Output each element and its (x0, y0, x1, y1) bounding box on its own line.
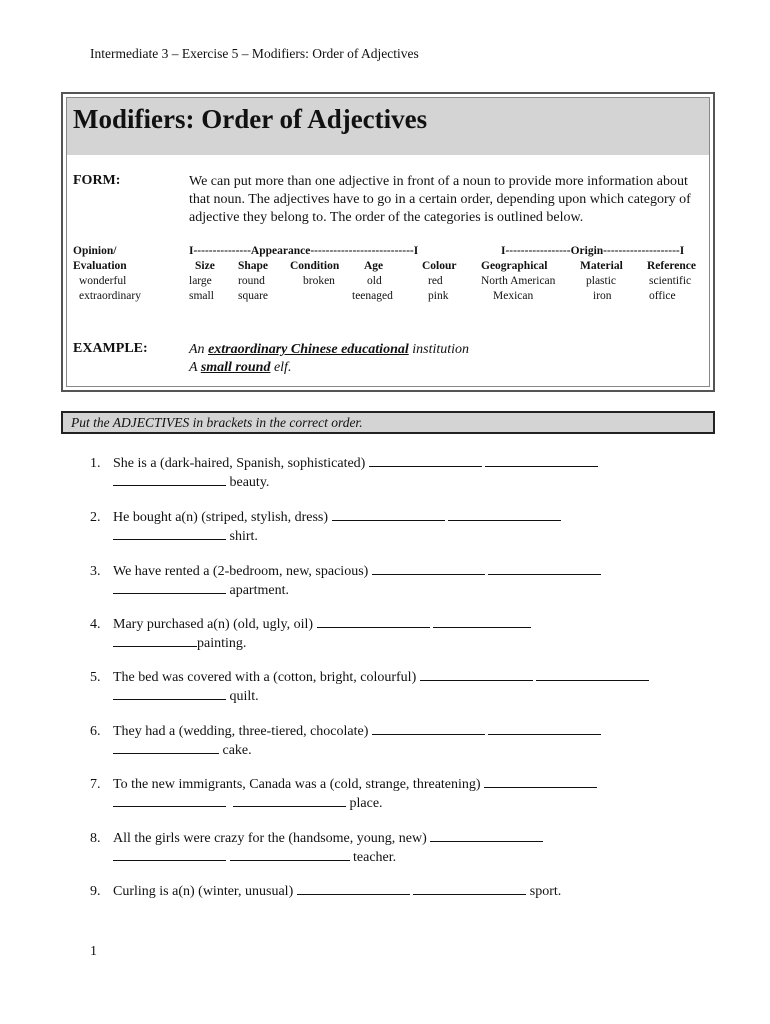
answer-blank[interactable] (488, 562, 601, 575)
category-name: Age (364, 260, 384, 272)
question-4: 4. Mary purchased a(n) (old, ugly, oil) painting. (90, 615, 531, 653)
category-name: Shape (238, 260, 269, 272)
page-header: Intermediate 3 – Exercise 5 – Modifiers: Order of Adjectives (90, 46, 419, 61)
category-example: small (189, 290, 214, 302)
category-example: office (649, 290, 676, 302)
category-name: Geographical (481, 260, 548, 272)
category-example: large (189, 275, 212, 287)
answer-blank[interactable] (230, 848, 350, 861)
question-6: 6. They had a (wedding, three-tiered, chocolate) cake. (90, 722, 601, 760)
category-reference (647, 259, 696, 304)
answer-blank[interactable] (113, 527, 226, 540)
example-sentence-2: A small round elf. (189, 360, 292, 375)
category-shape (238, 259, 268, 304)
answer-blank[interactable] (113, 634, 197, 647)
answer-blank[interactable] (113, 581, 226, 594)
category-size (189, 259, 215, 304)
category-example: scientific (649, 275, 692, 287)
answer-blank[interactable] (113, 741, 219, 754)
answer-blank[interactable] (369, 454, 482, 467)
example-sentences (189, 341, 469, 377)
category-name: Condition (290, 260, 340, 272)
answer-blank[interactable] (430, 829, 543, 842)
form-label: FORM: (73, 173, 121, 188)
category-name: Reference (647, 260, 696, 272)
category-condition (290, 259, 339, 289)
category-example: plastic (586, 275, 617, 287)
category-example: iron (593, 290, 612, 302)
category-example: square (238, 290, 269, 302)
answer-blank[interactable] (297, 882, 410, 895)
answer-blank[interactable] (484, 775, 597, 788)
category-example: old (367, 275, 382, 287)
answer-blank[interactable] (113, 848, 226, 861)
category-geographical (481, 259, 555, 304)
lesson-box-inner (66, 97, 710, 387)
question-1: 1. She is a (dark-haired, Spanish, sophisticated) beauty. (90, 454, 598, 492)
question-9: 9. Curling is a(n) (winter, unusual) sport. (90, 884, 562, 899)
category-age (352, 259, 393, 304)
lesson-title: Modifiers: Order of Adjectives (73, 104, 428, 134)
category-example: teenaged (352, 290, 393, 302)
answer-blank[interactable] (413, 882, 526, 895)
category-material (580, 259, 623, 304)
category-example: pink (428, 290, 449, 302)
answer-blank[interactable] (448, 508, 561, 521)
answer-blank[interactable] (488, 722, 601, 735)
answer-blank[interactable] (485, 454, 598, 467)
question-2: 2. He bought a(n) (striped, stylish, dress) shirt. (90, 508, 561, 546)
example-sentence-1: An extraordinary Chinese educational institution (189, 342, 470, 357)
question-8: 8. All the girls were crazy for the (handsome, young, new) teacher. (90, 829, 543, 867)
category-colour (422, 259, 457, 304)
title-band (67, 98, 709, 155)
answer-blank[interactable] (536, 668, 649, 681)
category-example: North American (481, 275, 556, 287)
page-number: 1 (90, 944, 97, 959)
category-example: Mexican (493, 290, 534, 302)
category-example: round (238, 275, 265, 287)
category-name: Material (580, 260, 623, 272)
example-label: EXAMPLE: (73, 341, 148, 356)
answer-blank[interactable] (113, 687, 226, 700)
question-7: 7. To the new immigrants, Canada was a (cold, strange, threatening) place. (90, 775, 597, 813)
answer-blank[interactable] (233, 794, 346, 807)
question-5: 5. The bed was covered with a (cotton, bright, colourful) quilt. (90, 668, 649, 706)
category-example: extraordinary (79, 290, 141, 302)
instruction-banner: Put the ADJECTIVES in brackets in the correct order. (61, 411, 715, 434)
answer-blank[interactable] (113, 794, 226, 807)
question-3: 3. We have rented a (2-bedroom, new, spacious) apartment. (90, 562, 601, 600)
category-example: broken (303, 275, 335, 287)
category-opinion (73, 244, 141, 304)
category-name: Opinion/ (73, 245, 117, 257)
answer-blank[interactable] (372, 562, 485, 575)
lesson-box (61, 92, 715, 392)
origin-bracket: I-----------------Origin--------------------I (501, 245, 685, 257)
category-name: Colour (422, 260, 457, 272)
answer-blank[interactable] (332, 508, 445, 521)
category-example: red (428, 275, 443, 287)
answer-blank[interactable] (372, 722, 485, 735)
answer-blank[interactable] (113, 473, 226, 486)
answer-blank[interactable] (317, 615, 430, 628)
appearance-bracket: I---------------Appearance---------------------------I (189, 245, 419, 257)
category-example: wonderful (79, 275, 127, 287)
category-name: Evaluation (73, 260, 127, 272)
answer-blank[interactable] (420, 668, 533, 681)
answer-blank[interactable] (433, 615, 531, 628)
category-name: Size (195, 260, 215, 272)
form-description: We can put more than one adjective in front of a noun to provide more information about that noun. The adjectives have to go in a certain order, depending upon which category of adjective they belong to. The order of the categories is outlined below. (189, 174, 691, 225)
